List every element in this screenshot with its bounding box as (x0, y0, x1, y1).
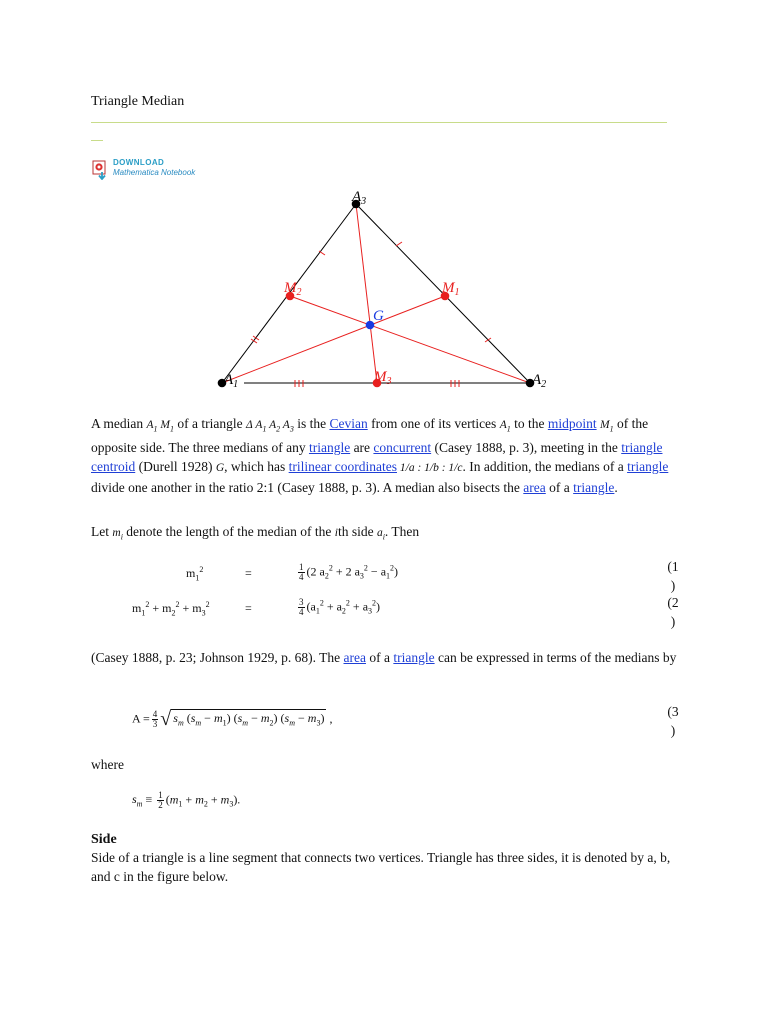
link-midpoint[interactable]: midpoint (547, 416, 597, 431)
eq2-number: (2 ) (667, 595, 679, 629)
tick-marks (251, 242, 491, 387)
math-i: i (334, 527, 338, 539)
median-definition-paragraph: A median $A_1$ $M_1$ of a triangle Δ $A_1$ $A_2$ $A_3$ is the Cevian from one of its vertices $A_1$ to the midpoint $M_1$ of the opposite side. The three medians of any triangle are concurrent (Casey 1888, p. 3), meeting in the triangle centroid (Durell 1928) G, which has trilinear coordinates 1/a : 1/b : 1/c. In addition, the medians of a triangle divide one another in the ratio 2:1 (Casey 1888, p. 3). A median also bisects the area of a triangle. (91, 416, 669, 496)
link-cevian[interactable]: Cevian (329, 416, 368, 431)
eq2-equals: = (245, 601, 252, 615)
page-title: Triangle Median (91, 94, 185, 109)
eq1-number: (1 ) (667, 559, 679, 593)
math-a1m1: $A_1$ $M_1$ (146, 419, 174, 434)
math-m1: $M_1$ (599, 419, 614, 434)
math-g: G (215, 462, 225, 475)
link-triangle-centroid[interactable]: triangle centroid (91, 440, 663, 475)
median-length-paragraph: Let $m_i$ denote the length of the median of the ith side $a_i$. Then (91, 524, 420, 542)
link-triangle[interactable]: triangle (573, 480, 615, 496)
eq1-equals: = (245, 566, 252, 580)
math-trilinear: 1/a : 1/b : 1/c (397, 462, 463, 475)
eq2-rhs: $\frac{3}{4}$ $(a_1^2 + a_2^2 + a_3^2)$ (299, 597, 381, 617)
median-lines (222, 204, 530, 383)
triangle-sides (222, 204, 530, 383)
eq1-lhs: $m_1^2$ (186, 565, 204, 583)
math-ai: $a_i$ (376, 527, 385, 542)
download-label: DOWNLOAD (113, 158, 165, 167)
link-area[interactable]: area (343, 650, 366, 665)
eq3-number: (3 ) (667, 704, 679, 738)
triangle-median-figure (210, 190, 560, 400)
divider-stub (91, 140, 103, 141)
link-triangle[interactable]: triangle (308, 440, 351, 456)
link-trilinear-coordinates[interactable]: trilinear coordinates (288, 459, 397, 475)
eq2-lhs: $m_1^2 + m_2^2 + m_3^2$ (132, 600, 210, 618)
link-area[interactable]: area (523, 480, 546, 496)
link-triangle[interactable]: triangle (627, 459, 669, 475)
title-divider (91, 122, 667, 123)
where-text: where (91, 757, 124, 772)
math-a1: $A_1$ (499, 419, 511, 434)
math-mi: $m_i$ (112, 527, 123, 542)
side-heading: Side (91, 832, 117, 847)
vertex-points (218, 200, 535, 388)
download-notebook-button[interactable] (92, 158, 212, 182)
label-m1: $M_1$ (442, 280, 460, 298)
label-m3: $M_3$ (374, 369, 392, 387)
link-triangle[interactable]: triangle (393, 650, 435, 665)
eq-sm-definition: $s_m$ ≡ $\frac{1}{2}$ $(m_1 + m_2 + m_3)$. (132, 790, 241, 810)
label-g: G (373, 308, 384, 324)
label-m2: $M_2$ (284, 280, 302, 298)
link-concurrent[interactable]: concurrent (373, 440, 432, 456)
label-a1: $A_1$ (224, 372, 239, 390)
label-a3: $A_3$ (352, 190, 367, 207)
label-a2: $A_2$ (532, 372, 547, 390)
eq3-formula: A = $\frac{4}{3}$ √ $s_m$ $(s_m - m_1) (s_m - m_2) (s_m - m_3)$ , (132, 708, 333, 730)
math-triangle: Δ $A_1$ $A_2$ $A_3$ (245, 419, 294, 434)
download-notebook-icon (92, 160, 108, 180)
side-paragraph: Side of a triangle is a line segment that connects two vertices. Triangle has three sides, it is denoted by a, b, and c in the figure below. (91, 850, 671, 884)
area-paragraph: (Casey 1888, p. 23; Johnson 1929, p. 68). The area of a triangle can be expressed in terms of the medians by (91, 650, 677, 665)
eq1-rhs: $\frac{1}{4}$ (2 $a_2^2 + 2$ $a_3^2 - a_1^2$) (299, 562, 399, 582)
notebook-label: Mathematica Notebook (113, 168, 196, 177)
